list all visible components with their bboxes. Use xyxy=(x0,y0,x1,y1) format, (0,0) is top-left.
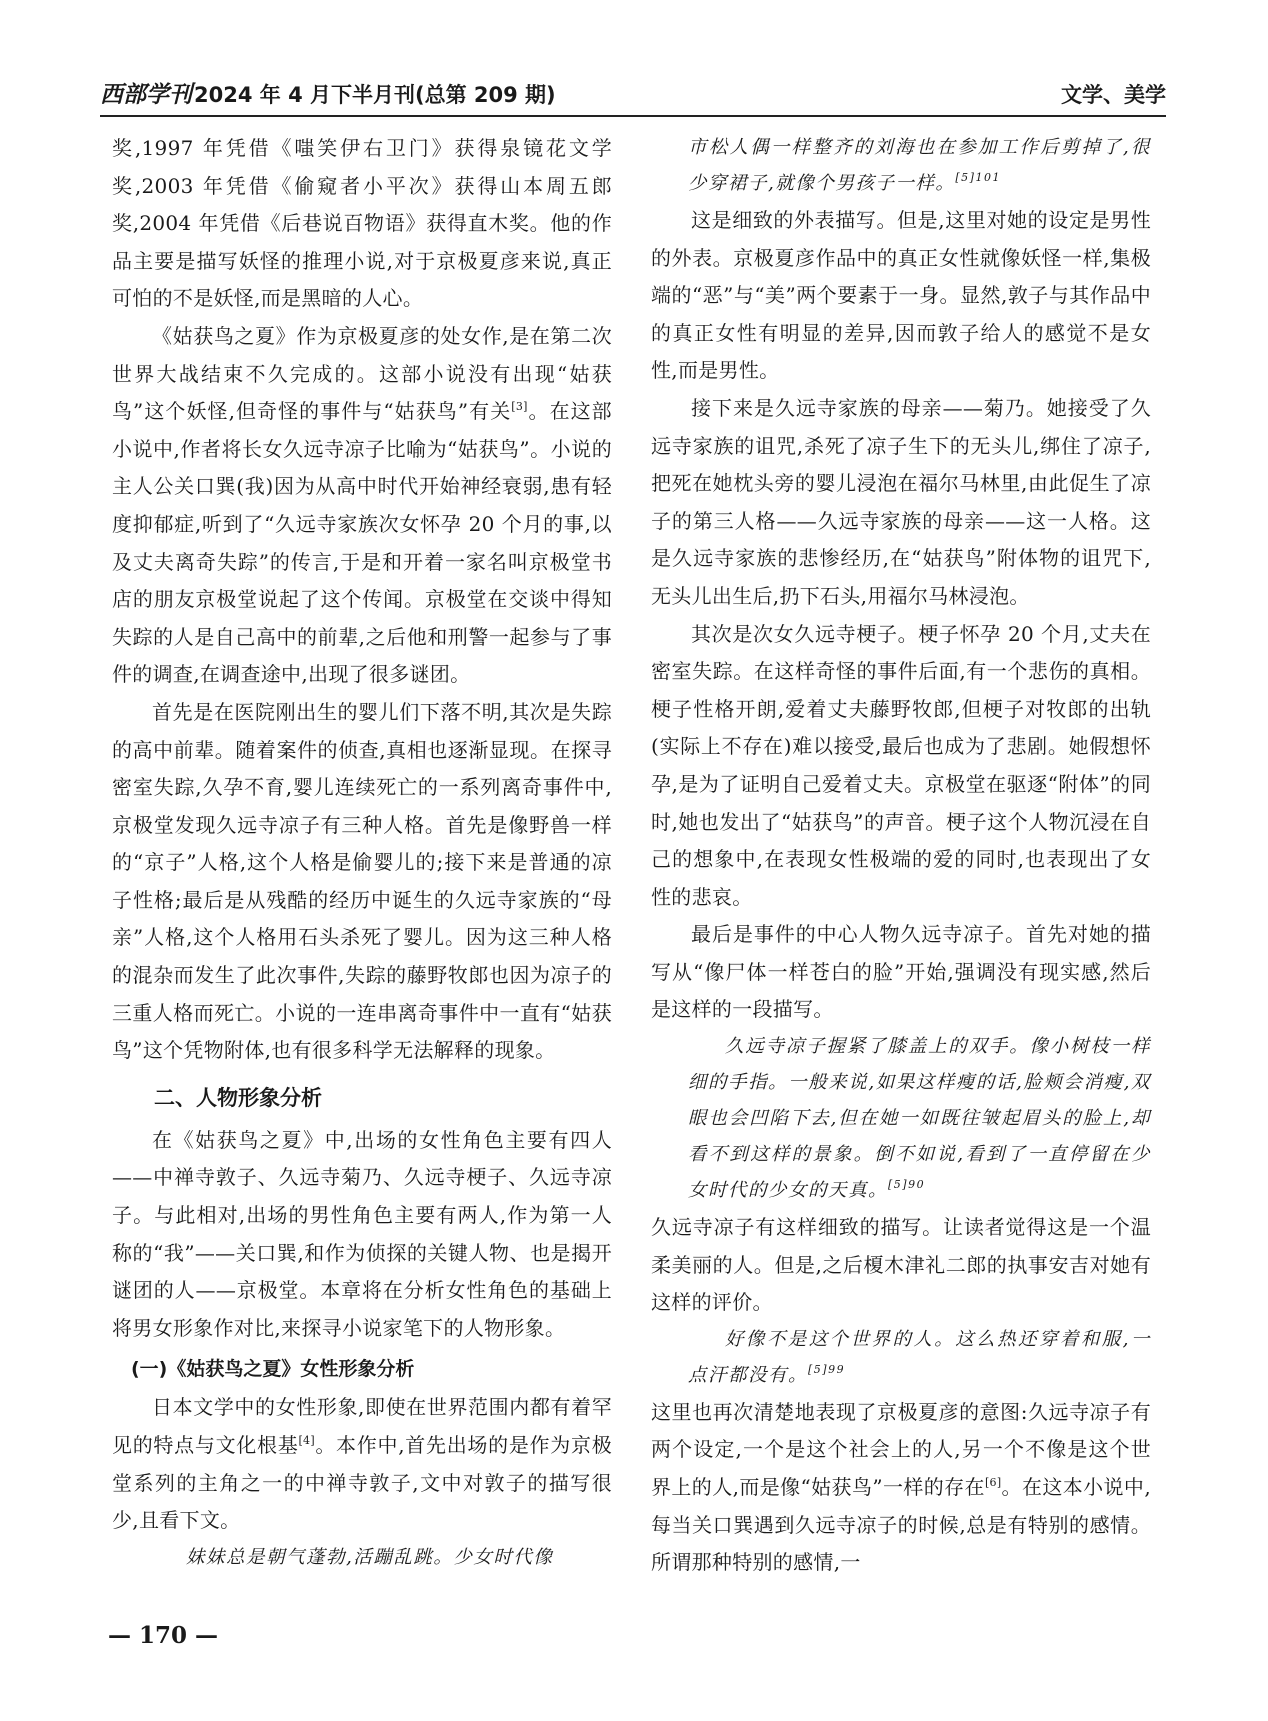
paragraph: 接下来是久远寺家族的母亲——菊乃。她接受了久远寺家族的诅咒,杀死了凉子生下的无头儿,绑住了凉子,把死在她枕头旁的婴儿浸泡在福尔马林里,由此促生了凉子的第三人格——久远寺家族的母亲——这一人格。这是久远寺家族的悲惨经历,在“姑获鸟”附体物的诅咒下,无头儿出生后,扔下石头,用福尔马林浸泡。 xyxy=(651,395,1151,608)
left-column xyxy=(112,130,612,1576)
paragraph: 最后是事件的中心人物久远寺凉子。首先对她的描写从“像尸体一样苍白的脸”开始,强调没有现实感,然后是这样的一段描写。 xyxy=(651,922,1151,1022)
block-quote xyxy=(688,1322,1151,1394)
paragraph: 久远寺凉子有这样细致的描写。让读者觉得这是一个温柔美丽的人。但是,之后榎木津礼二郎的执事安吉对她有这样的评价。 xyxy=(651,1215,1151,1315)
citation: [5]101 xyxy=(955,171,1001,184)
citation: [4] xyxy=(298,1434,315,1447)
citation: [3] xyxy=(511,400,528,414)
journal-logo: 西部学刊 xyxy=(100,81,192,108)
paragraph xyxy=(112,1389,612,1539)
section-heading: 二、人物形象分析 xyxy=(154,1085,322,1110)
section-title: 文学、美学 xyxy=(1061,83,1166,107)
header-rule xyxy=(100,115,1166,117)
paragraph-text: 日本文学中的女性形象,即使在世界范围内都有着罕见的特点与文化根基 xyxy=(112,1395,612,1457)
paragraph xyxy=(112,318,612,694)
citation: [6] xyxy=(984,1476,1002,1490)
paragraph: 奖,1997 年凭借《嗤笑伊右卫门》获得泉镜花文学奖,2003 年凭借《偷窥者小平次》获得山本周五郎奖,2004 年凭借《后巷说百物语》获得直木奖。他的作品主要是描写妖怪的推理小说,对于京极夏彦来说,真正可怕的不是妖怪,而是黑暗的人心。 xyxy=(112,136,612,311)
paragraph-text: 《姑获鸟之夏》作为京极夏彦的处女作,是在第二次世界大战结束不久完成的。这部小说没有出现“姑获鸟”这个妖怪,但奇怪的事件与“姑获鸟”有关 xyxy=(112,323,612,424)
paragraph-text: 这里也再次清楚地表现了京极夏彦的意图:久远寺凉子有两个设定,一个是这个社会上的人,另一个不像是这个世界上的人,而是像“姑获鸟”一样的存在 xyxy=(651,1399,1151,1500)
paragraph xyxy=(651,1394,1151,1582)
block-quote xyxy=(651,130,1151,202)
block-quote xyxy=(688,1029,1151,1209)
quote-text: 久远寺凉子握紧了膝盖上的双手。像小树枝一样细的手指。一般来说,如果这样瘦的话,脸颊会消瘦,双眼也会凹陷下去,但在她一如既往皱起眉头的脸上,却看不到这样的景象。倒不如说,看到了一直停留在少女时代的少女的天真。 xyxy=(688,1036,1151,1202)
quote-text: 好像不是这个世界的人。这么热还穿着和服,一点汗都没有。 xyxy=(688,1328,1151,1386)
paragraph: 这是细致的外表描写。但是,这里对她的设定是男性的外表。京极夏彦作品中的真正女性就像妖怪一样,集极端的“恶”与“美”两个要素于一身。显然,敦子与其作品中的真正女性有明显的差异,因而敦子给人的感觉不是女性,而是男性。 xyxy=(651,208,1151,383)
paragraph: 其次是次女久远寺梗子。梗子怀孕 20 个月,丈夫在密室失踪。在这样奇怪的事件后面,有一个悲伤的真相。梗子性格开朗,爱着丈夫藤野牧郎,但梗子对牧郎的出轨(实际上不存在)难以接受,最后也成为了悲剧。她假想怀孕,是为了证明自己爱着丈夫。京极堂在驱逐“附体”的同时,她也发出了“姑获鸟”的声音。梗子这个人物沉浸在自己的想象中,在表现女性极端的爱的同时,也表现出了女性的悲哀。 xyxy=(651,621,1151,909)
block-quote: 妹妹总是朝气蓬勃,活蹦乱跳。少女时代像 xyxy=(186,1546,554,1568)
paragraph-text: 。本作中,首先出场的是作为京极堂系列的主角之一的中禅寺敦子,文中对敦子的描写很少,且看下文。 xyxy=(112,1433,612,1533)
subsection-heading: (一)《姑获鸟之夏》女性形象分析 xyxy=(131,1358,415,1381)
page-header xyxy=(100,78,1166,112)
citation: [5]99 xyxy=(808,1362,846,1376)
paragraph: 首先是在医院刚出生的婴儿们下落不明,其次是失踪的高中前辈。随着案件的侦查,真相也逐渐显现。在探寻密室失踪,久孕不育,婴儿连续死亡的一系列离奇事件中,京极堂发现久远寺凉子有三种人格。首先是像野兽一样的“京子”人格,这个人格是偷婴儿的;接下来是普通的凉子性格;最后是从残酷的经历中诞生的久远寺家族的“母亲”人格,这个人格用石头杀死了婴儿。因为这三种人格的混杂而发生了此次事件,失踪的藤野牧郎也因为凉子的三重人格而死亡。小说的一连串离奇事件中一直有“姑获鸟”这个凭物附体,也有很多科学无法解释的现象。 xyxy=(112,699,612,1063)
citation: [5]90 xyxy=(888,1178,926,1192)
page-number: — 170 — xyxy=(108,1622,219,1649)
quote-text: 市松人偶一样整齐的刘海也在参加工作后剪掉了,很少穿裙子,就像个男孩子一样。 xyxy=(688,137,1151,194)
right-column xyxy=(651,130,1151,1582)
paragraph: 在《姑获鸟之夏》中,出场的女性角色主要有四人——中禅寺敦子、久远寺菊乃、久远寺梗子、久远寺凉子。与此相对,出场的男性角色主要有两人,作为第一人称的“我”——关口巽,和作为侦探的关键人物、也是揭开谜团的人——京极堂。本章将在分析女性角色的基础上将男女形象作对比,来探寻小说家笔下的人物形象。 xyxy=(112,1127,612,1340)
journal-issue: 2024 年 4 月下半月刊(总第 209 期) xyxy=(194,83,556,107)
paragraph-text: 。在这本小说中,每当关口巽遇到久远寺凉子的时候,总是有特别的感情。所谓那种特别的感情,一 xyxy=(651,1475,1151,1575)
journal-title xyxy=(100,78,556,112)
paragraph-text: 。在这部小说中,作者将长女久远寺凉子比喻为“姑获鸟”。小说的主人公关口巽(我)因为从高中时代开始神经衰弱,患有轻度抑郁症,听到了“久远寺家族次女怀孕 20 个月的事,以及丈夫离奇失踪”的传言,于是和开着一家名叫京极堂书店的朋友京极堂说起了这个传闻。京极堂在交谈中得知失踪的人是自己高中的前辈,之后他和刑警一起参与了事件的调查,在调查途中,出现了很多谜团。 xyxy=(112,399,612,687)
